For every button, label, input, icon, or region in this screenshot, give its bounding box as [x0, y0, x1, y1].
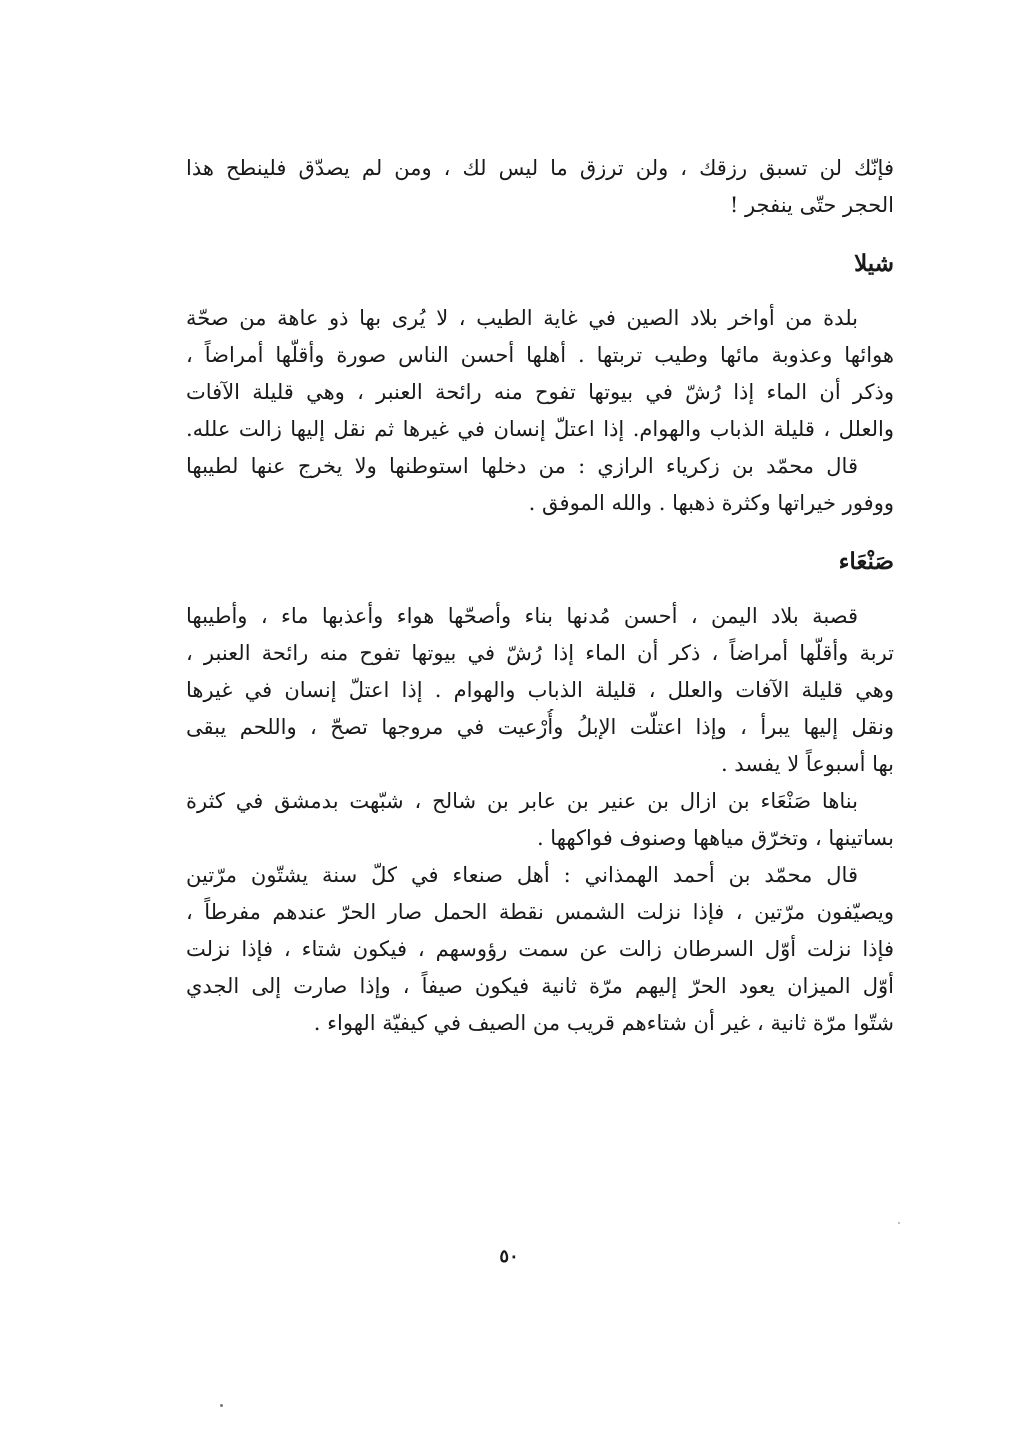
text-line: فإذا نزلت أوّل السرطان زالت عن سمت رؤوسهم ، فيكون شتاء ، فإذا نزلت — [186, 937, 894, 961]
text-line: ويصيّفون مرّتين ، فإذا نزلت الشمس نقطة الحمل صار الحرّ عندهم مفرطاً ، — [186, 900, 894, 924]
paragraph — [186, 783, 894, 857]
text-line: هوائها وعذوبة مائها وطيب تربتها . أهلها أحسن الناس صورة وأقلّها أمراضاً ، — [186, 343, 894, 367]
scan-speck — [898, 1222, 900, 1224]
text-line: بناها صَنْعَاء بن ازال بن عنير بن عابر بن شالح ، شبّهت بدمشق في كثرة — [186, 789, 858, 813]
section-heading: شيلا — [854, 250, 894, 277]
text-line: ووفور خيراتها وكثرة ذهبها . والله الموفق . — [528, 491, 894, 515]
text-line: بساتينها ، وتخرّق مياهها وصنوف فواكهها . — [536, 826, 894, 850]
text-line: أوّل الميزان يعود الحرّ إليهم مرّة ثانية فيكون صيفاً ، وإذا صارت إلى الجدي — [186, 974, 894, 998]
text-line: ونقل إليها يبرأ ، وإذا اعتلّت الإبلُ وأُرْعيت في مروجها تصحّ ، واللحم يبقى — [186, 715, 894, 739]
text-line: قصبة بلاد اليمن ، أحسن مُدنها بناء وأصحّها هواء وأعذبها ماء ، وأطيبها — [186, 604, 858, 628]
paragraph — [186, 857, 894, 1042]
text-line: والعلل ، قليلة الذباب والهوام. إذا اعتلّ إنسان في غيرها ثم نقل إليها زالت علله. — [186, 417, 894, 441]
section-shila — [186, 246, 894, 522]
text-line: بلدة من أواخر بلاد الصين في غاية الطيب ، لا يُرى بها ذو عاهة من صحّة — [186, 306, 858, 330]
text-line: وهي قليلة الآفات والعلل ، قليلة الذباب والهوام . إذا اعتلّ إنسان في غيرها — [186, 678, 894, 702]
section-sanaa — [186, 544, 894, 1042]
page-number: ٥٠ — [499, 1246, 519, 1267]
section-heading: صَنْعَاء — [838, 548, 894, 575]
scan-speck — [220, 1404, 223, 1407]
text-line: بها أسبوعاً لا يفسد . — [720, 752, 894, 776]
paragraph — [186, 300, 894, 448]
intro-paragraph — [186, 150, 894, 224]
text-line: قال محمّد بن أحمد الهمذاني : أهل صنعاء في كلّ سنة يشتّون مرّتين — [186, 863, 858, 887]
book-page — [186, 150, 894, 1042]
paragraph — [186, 448, 894, 522]
text-line: وذكر أن الماء إذا رُشّ في بيوتها تفوح منه رائحة العنبر ، وهي قليلة الآفات — [186, 380, 894, 404]
text-line: تربة وأقلّها أمراضاً ، ذكر أن الماء إذا رُشّ في بيوتها تفوح منه رائحة العنبر ، — [186, 641, 894, 665]
text-line: شتّوا مرّة ثانية ، غير أن شتاءهم قريب من الصيف في كيفيّة الهواء . — [313, 1011, 894, 1035]
text-line: قال محمّد بن زكرياء الرازي : من دخلها استوطنها ولا يخرج عنها لطيبها — [186, 454, 858, 478]
text-line: الحجر حتّى ينفجر ! — [729, 193, 894, 217]
paragraph — [186, 598, 894, 783]
text-line: فإنّك لن تسبق رزقك ، ولن ترزق ما ليس لك ، ومن لم يصدّق فلينطح هذا — [186, 156, 894, 180]
